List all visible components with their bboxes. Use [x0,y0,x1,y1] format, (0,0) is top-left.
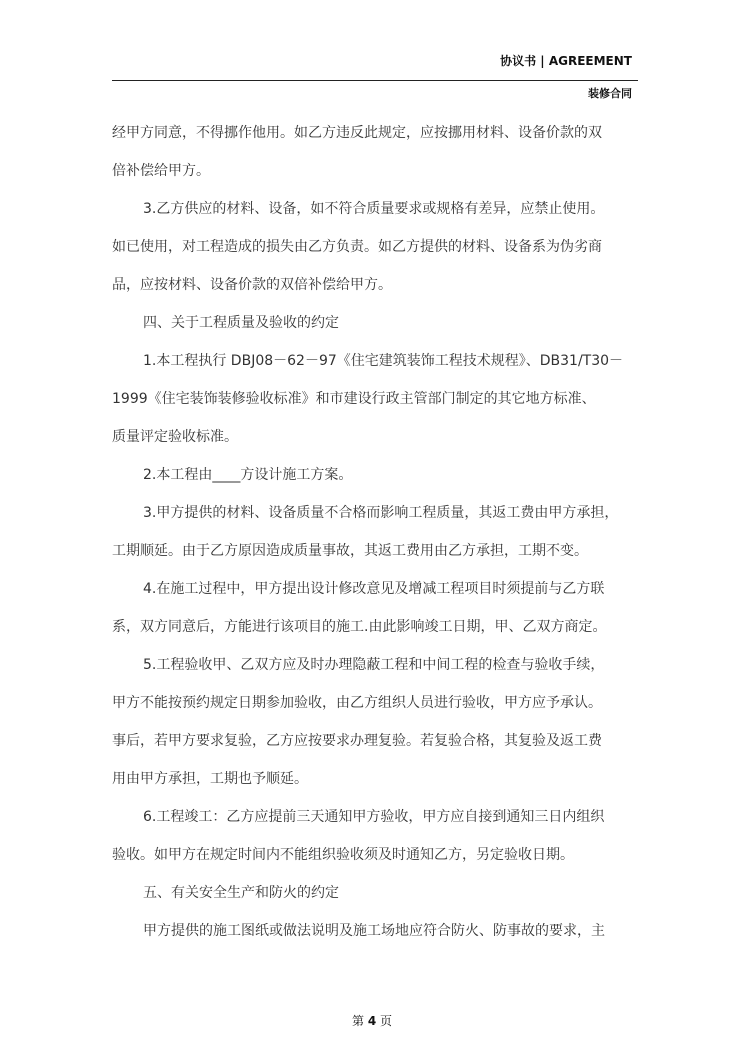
text-line: 3.甲方提供的材料、设备质量不合格而影响工程质量，其返工费由甲方承担， [143,505,619,521]
text-line: 四、关于工程质量及验收的约定 [143,315,339,331]
text-line: 五、有关安全生产和防火的约定 [143,885,339,901]
text-line: 用由甲方承担，工期也予顺延。 [112,771,308,787]
text-line: 3.乙方供应的材料、设备，如不符合质量要求或规格有差异，应禁止使用。 [143,201,605,217]
text-line: 6.工程竣工：乙方应提前三天通知甲方验收，甲方应自接到通知三日内组织 [143,809,605,825]
text-line: 2.本工程由____方设计施工方案。 [143,467,353,483]
text-line: 4.在施工过程中，甲方提出设计修改意见及增减工程项目时须提前与乙方联 [143,581,605,597]
header-title: 协议书 | AGREEMENT [500,54,632,68]
text-line: 工期顺延。由于乙方原因造成质量事故，其返工费用由乙方承担，工期不变。 [112,543,588,559]
text-line: 1999《住宅装饰装修验收标准》和市建设行政主管部门制定的其它地方标准、 [112,391,596,407]
text-line: 事后，若甲方要求复验，乙方应按要求办理复验。若复验合格，其复验及返工费 [112,733,602,749]
text-line: 1.本工程执行 DBJ08－62－97《住宅建筑装饰工程技术规程》、DB31/T30－ [143,353,624,369]
text-line: 品，应按材料、设备价款的双倍补偿给甲方。 [112,277,392,293]
text-line: 经甲方同意，不得挪作他用。如乙方违反此规定，应按挪用材料、设备价款的双 [112,125,602,141]
page-label-prefix: 第 [351,1014,364,1028]
text-line: 质量评定验收标准。 [112,429,238,445]
page-label-suffix: 页 [380,1014,393,1028]
text-line: 倍补偿给甲方。 [112,163,210,179]
text-line: 验收。如甲方在规定时间内不能组织验收须及时通知乙方，另定验收日期。 [112,847,574,863]
text-line: 5.工程验收甲、乙双方应及时办理隐蔽工程和中间工程的检查与验收手续， [143,657,605,673]
text-line: 系，双方同意后，方能进行该项目的施工.由此影响竣工日期，甲、乙双方商定。 [112,619,607,635]
text-line: 甲方不能按预约规定日期参加验收，由乙方组织人员进行验收，甲方应予承认。 [112,695,602,711]
header-divider [112,80,638,81]
header-subtitle: 装修合同 [588,87,632,100]
text-line: 甲方提供的施工图纸或做法说明及施工场地应符合防火、防事故的要求，主 [143,923,605,939]
page-footer [0,1012,744,1029]
page-number: 4 [367,1014,377,1028]
text-line: 如已使用，对工程造成的损失由乙方负责。如乙方提供的材料、设备系为伪劣商 [112,239,602,255]
document-body [112,114,638,950]
